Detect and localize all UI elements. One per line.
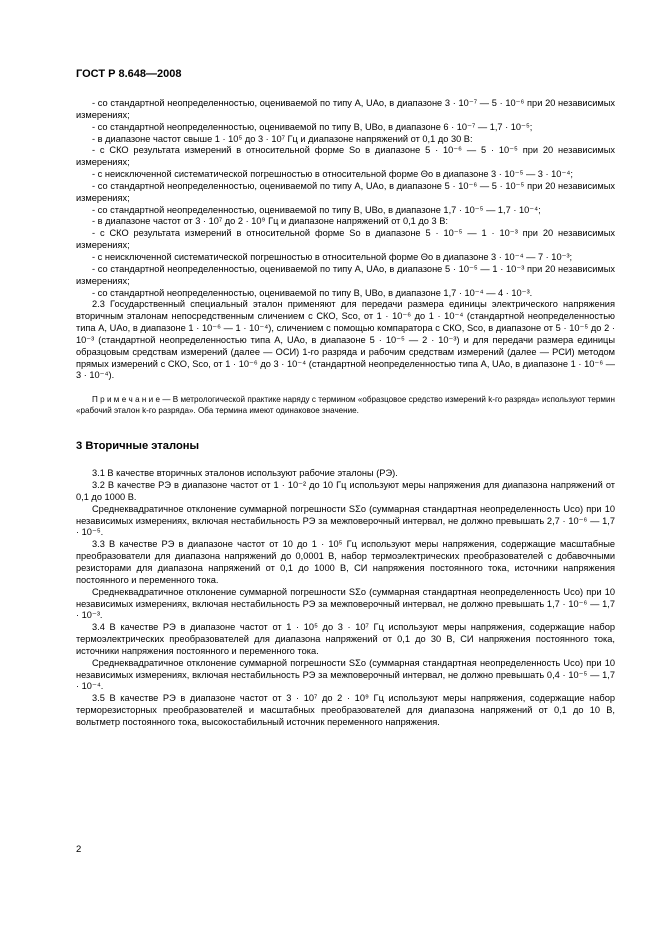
paragraph-3-1: 3.1 В качестве вторичных эталонов используют рабочие эталоны (РЭ). <box>92 468 398 479</box>
page-number: 2 <box>76 844 82 855</box>
paragraph-3-2: 3.2 В качестве РЭ в диапазоне частот от 1 · 10⁻² до 10 Гц используют меры напряжения для диапазона напряжений от 0,1 до 1000 В. <box>76 480 615 502</box>
list-item: - со стандартной неопределенностью, оцениваемой по типу А, UАо, в диапазоне 5 · 10⁻⁶ — 5 · 10⁻⁵ при 20 независимых измерениях; <box>76 180 615 203</box>
list-item: - в диапазоне частот от 3 · 10⁷ до 2 · 10⁹ Гц и диапазоне напряжений от 0,1 до 3 В: <box>92 216 448 227</box>
list-item: - со стандартной неопределенностью, оцениваемой по типу А, UАо, в диапазоне 3 · 10⁻⁷ — 5 · 10⁻⁶ при 20 независимых измерениях; <box>76 98 615 120</box>
list-item: - с неисключенной систематической погрешностью в относительной форме Θо в диапазоне 3 · 10⁻⁵ — 3 · 10⁻⁴; <box>92 169 573 180</box>
paragraph-3-4: 3.4 В качестве РЭ в диапазоне частот от 1 · 10⁵ до 3 · 10⁷ Гц используют меры напряжения, содержащие набор термоэлектрических преобразователей для диапазона напряжений от 0,1 до 30 В, СИ напряжения постоянного тока, источники напряжения постоянного и переменного тока. <box>76 622 615 656</box>
list-item: - со стандартной неопределенностью, оцениваемой по типу В, UВо, в диапазоне 1,7 · 10⁻⁴ — 4 · 10⁻³. <box>92 287 533 298</box>
list-item: - со стандартной неопределенностью, оцениваемой по типу А, UАо, в диапазоне 5 · 10⁻⁵ — 1 · 10⁻³ при 20 независимых измерениях; <box>76 263 615 286</box>
paragraph-2-3: 2.3 Государственный специальный эталон применяют для передачи размера единицы электрического напряжения вторичным эталонам непосредственным сличением с СКО, Sсо, от 1 · 10⁻⁶ до 1 · 10⁻⁴ (стандартной неопределенностью типа А, UАо, в диапазоне 1 · 10⁻⁶ — 1 · 10⁻⁴), сличением с помощью компаратора с СКО, Sсо, в диапазоне от 5 · 10⁻⁵ до 2 · 10⁻³ (стандартной неопределенностью типа А, UАо, в диапазоне 5 · 10⁻⁵ — 2 · 10⁻³) и для передачи размера единицы образцовым средствам измерений (далее — ОСИ) 1-го разряда и рабочим средствам измерений (далее — РСИ) методом прямых измерений с СКО, Sсо, от 1 · 10⁻⁶ до 3 · 10⁻⁴ (стандартной неопределенностью типа А, UАо, в диапазоне 1 · 10⁻⁶ — 3 · 10⁻⁴). <box>76 299 615 381</box>
paragraph-3-2-deviation: Среднеквадратичное отклонение суммарной погрешности SΣо (суммарная стандартная неопределенность Uсо) при 10 независимых измерениях, включая нестабильность РЭ за межповерочный интервал, не должно превышать 2,7 · 10⁻⁶ — 1,7 · 10⁻⁵. <box>76 503 615 538</box>
paragraph-3-3: 3.3 В качестве РЭ в диапазоне частот от 10 до 1 · 10⁵ Гц используют меры напряжения, содержащие масштабные преобразователи для диапазона напряжений до 0,0001 В, набор термоэлектрических преобразователей с добавочными резисторами для диапазона напряжений от 0,1 до 1000 В, СИ напряжения постоянного тока, источники напряжения постоянного и переменного тока. <box>76 539 615 585</box>
list-item: - со стандартной неопределенностью, оцениваемой по типу В, UВо, в диапазоне 6 · 10⁻⁷ — 1,7 · 10⁻⁵; <box>92 121 533 132</box>
paragraph-3-4-deviation: Среднеквадратичное отклонение суммарной погрешности SΣо (суммарная стандартная неопределенность Uсо) при 10 независимых измерениях, включая нестабильность РЭ за межповерочный интервал, не должно превышать 0,4 · 10⁻⁵ — 1,7 · 10⁻⁴. <box>76 657 615 692</box>
section-3-body <box>76 468 615 729</box>
parameter-list <box>76 98 615 382</box>
paragraph-3-5: 3.5 В качестве РЭ в диапазоне частот от 3 · 10⁷ до 2 · 10⁹ Гц используют меры напряжения, содержащие набор терморезисторных преобразователей и масштабных преобразователей для диапазона напряжений от 0,1 до 10 В, вольтметр постоянного тока, высокостабильный источник переменного напряжения. <box>76 693 615 727</box>
section-title: 3 Вторичные эталоны <box>76 440 200 453</box>
list-item: - с неисключенной систематической погрешностью в относительной форме Θо в диапазоне 3 · 10⁻⁴ — 7 · 10⁻³; <box>92 251 573 262</box>
list-item: - со стандартной неопределенностью, оцениваемой по типу В, UВо, в диапазоне 1,7 · 10⁻⁵ — 1,7 · 10⁻⁴; <box>92 204 541 215</box>
list-item: - с СКО результата измерений в относительной форме Sо в диапазоне 5 · 10⁻⁶ — 5 · 10⁻⁵ при 20 независимых измерениях; <box>76 145 615 168</box>
note: П р и м е ч а н и е — В метрологической практике наряду с термином «образцовое средство измерений k-го разряда» используют термин «рабочий эталон k-го разряда». Оба термина имеют одинаковое значение. <box>76 395 615 416</box>
paragraph-3-3-deviation: Среднеквадратичное отклонение суммарной погрешности SΣо (суммарная стандартная неопределенность Uсо) при 10 независимых измерениях, включая нестабильность РЭ за межповерочный интервал, не должно превышать 1,7 · 10⁻⁶ — 1,7 · 10⁻³. <box>76 586 615 621</box>
list-item: - с СКО результата измерений в относительной форме Sо в диапазоне 5 · 10⁻⁵ — 1 · 10⁻³ при 20 независимых измерениях; <box>76 228 615 251</box>
list-item: - в диапазоне частот свыше 1 · 10⁵ до 3 · 10⁷ Гц и диапазоне напряжений от 0,1 до 30 В: <box>92 133 473 144</box>
document-header: ГОСТ Р 8.648—2008 <box>76 68 182 80</box>
